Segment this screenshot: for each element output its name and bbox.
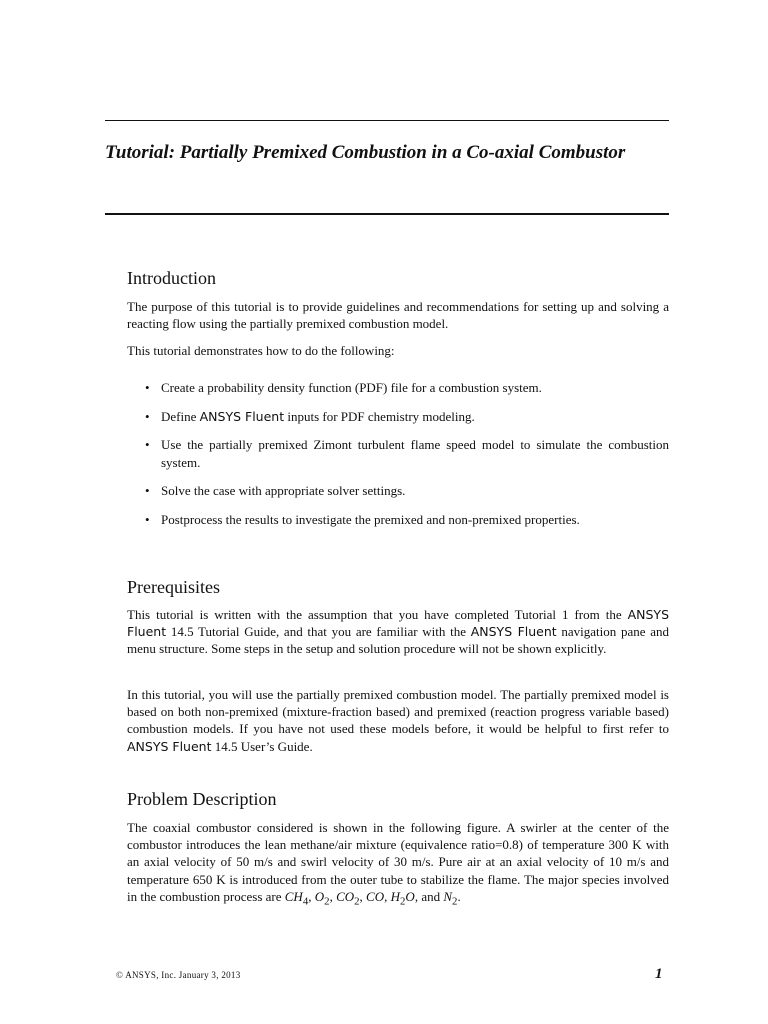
title-bottom-rule (105, 213, 669, 215)
bullet-icon: • (145, 380, 150, 395)
prerequisites-paragraph-1: This tutorial is written with the assumption that you have completed Tutorial 1 from the ANSYS Fluent 14.5 Tutorial Guide, and that you are familiar with the ANSYS Fluent navigation pane and menu structure. Some steps in the setup and solution procedure will not be shown explicitly. (127, 607, 670, 657)
list-item: • Postprocess the results to investigate the premixed and non-premixed properties. (145, 512, 580, 528)
prerequisites-paragraph-2: In this tutorial, you will use the partially premixed combustion model. The partially premixed model is based on both non-premixed (mixture-fraction based) and premixed (reaction progress variable based) combustion models. If you have not used these models before, it would be helpful to first refer to ANSYS Fluent 14.5 User’s Guide. (127, 687, 669, 754)
prerequisites-heading: Prerequisites (127, 577, 220, 597)
list-item: • Create a probability density function (PDF) file for a combustion system. (145, 380, 542, 395)
problem-description-heading: Problem Description (127, 789, 277, 809)
list-item: • Use the partially premixed Zimont turbulent flame speed model to simulate the combustion system. (145, 437, 669, 470)
product-name: ANSYS Fluent (127, 738, 212, 754)
document-title: Tutorial: Partially Premixed Combustion in a Co-axial Combustor (105, 142, 626, 163)
top-rule (105, 120, 669, 121)
bullet-icon: • (145, 408, 150, 424)
list-item: • Solve the case with appropriate solver settings. (145, 483, 406, 499)
bullet-icon: • (145, 512, 150, 528)
introduction-bullet-list (127, 379, 669, 540)
problem-description-paragraph: The coaxial combustor considered is shown in the following figure. A swirler at the center of the combustor introduces the lean methane/air mixture (equivalence ratio=0.8) of temperature 300 K with an axial velocity of 50 m/s and swirl velocity of 30 m/s. Pure air at an axial velocity of 10 m/s and temperature 650 K is introduced from the outer tube to stabilize the flame. The major species involved in the combustion process are $CH_4$, $O_2$, $CO_2$, CO, $H_2O$, and $N_2$. (127, 820, 669, 908)
product-name: ANSYS Fluent (127, 607, 669, 640)
introduction-paragraph-2: This tutorial demonstrates how to do the following: (127, 343, 395, 358)
bullet-icon: • (145, 437, 150, 453)
page-number: 1 (655, 966, 663, 982)
introduction-heading: Introduction (127, 268, 216, 288)
bullet-icon: • (145, 483, 150, 499)
footer-copyright: © ANSYS, Inc. January 3, 2013 (116, 970, 241, 980)
list-item: • Define ANSYS Fluent inputs for PDF chemistry modeling. (145, 408, 475, 424)
introduction-paragraph-1: The purpose of this tutorial is to provide guidelines and recommendations for setting up and solving a reacting flow using the partially premixed combustion model. (127, 299, 669, 332)
product-name: ANSYS Fluent (470, 624, 557, 640)
product-name: ANSYS Fluent (199, 408, 285, 424)
